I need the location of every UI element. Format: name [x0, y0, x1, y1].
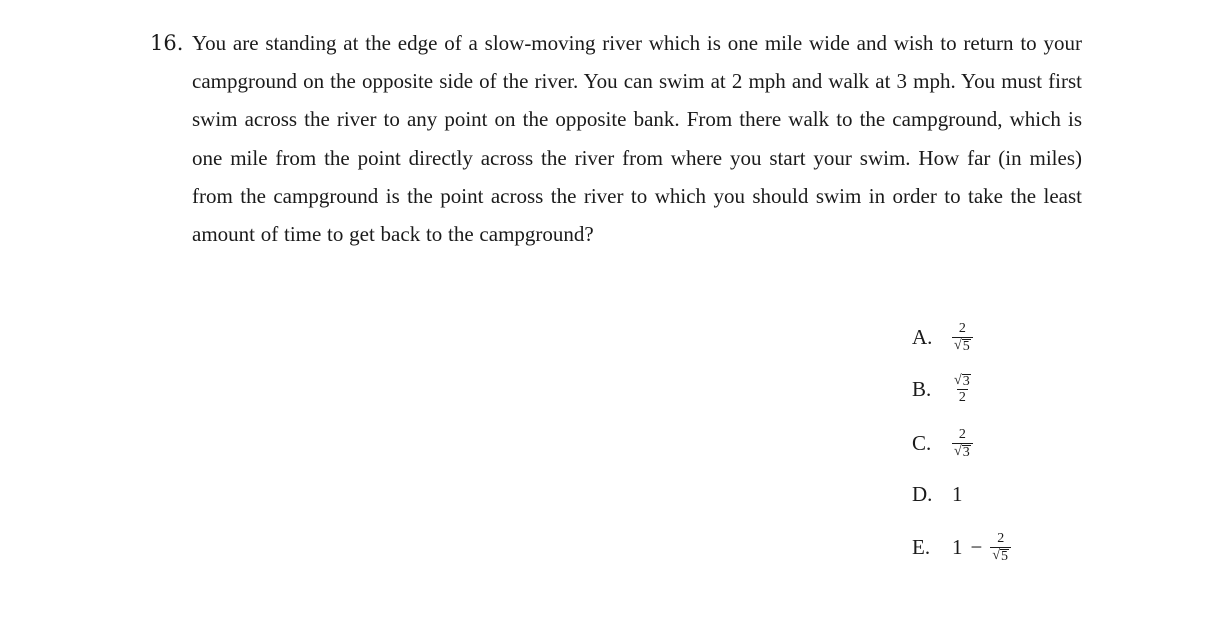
- choice-b[interactable]: [912, 374, 973, 405]
- choice-d-value: 1: [952, 482, 963, 506]
- choice-b-denominator: 2: [958, 390, 966, 405]
- choice-a-letter: A.: [912, 325, 933, 349]
- choice-e-radicand: 5: [1001, 549, 1009, 564]
- choice-e-numerator: 2: [997, 531, 1005, 546]
- choice-b-letter: B.: [912, 377, 932, 401]
- choice-a-fraction: [952, 322, 973, 353]
- choice-d-letter: D.: [912, 482, 933, 506]
- question-block: [150, 24, 1082, 253]
- choice-c-fraction: [952, 428, 973, 459]
- choice-c-letter: C.: [912, 431, 932, 455]
- choice-c-numerator: 2: [958, 427, 966, 442]
- minus-icon: −: [970, 535, 983, 559]
- choice-e-lead: 1: [952, 535, 963, 559]
- choice-e-fraction: [990, 532, 1011, 563]
- choice-b-fraction: [952, 374, 973, 405]
- radical-icon: √: [992, 548, 1001, 563]
- radical-icon: √: [954, 373, 962, 388]
- choice-c[interactable]: [912, 428, 973, 459]
- question-text: You are standing at the edge of a slow-moving river which is one mile wide and wish to return to your campground on the opposite side of the river. You can swim at 2 mph and walk at 3 mph. You must first swim across the river to any point on the opposite bank. From there walk to the campground, which is one mile from the point directly across the river from where you start your swim. How far (in miles) from the campground is the point across the river to which you should swim in order to take the least amount of time to get back to the campground?: [192, 31, 1082, 247]
- choice-d[interactable]: [912, 482, 963, 507]
- choice-a-radicand: 5: [962, 339, 970, 354]
- choice-b-radicand: 3: [962, 374, 970, 389]
- radical-icon: √: [954, 338, 962, 353]
- choice-a[interactable]: [912, 322, 973, 353]
- choice-a-numerator: 2: [958, 321, 966, 336]
- choice-c-radicand: 3: [962, 445, 970, 460]
- radical-icon: √: [954, 444, 962, 459]
- choice-e-letter: E.: [912, 535, 931, 559]
- question-number: 16.: [150, 31, 184, 55]
- choice-e[interactable]: [912, 532, 1011, 563]
